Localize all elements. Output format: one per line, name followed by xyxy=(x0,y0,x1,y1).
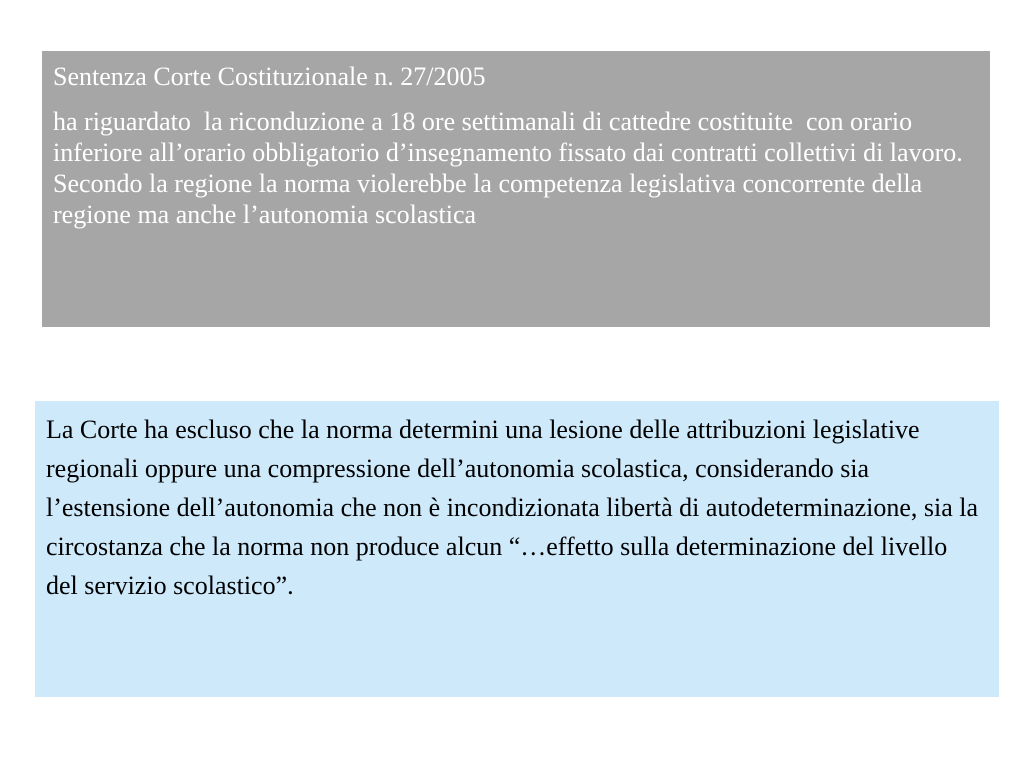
sentenza-title: Sentenza Corte Costituzionale n. 27/2005 xyxy=(53,62,486,91)
corte-decision-text: La Corte ha escluso che la norma determini una lesione delle attribuzioni legislative regionali oppure una compressione dell’autonomia scolastica, considerando sia l’estensione dell’autonomia che non è incondizionata libertà di autodeterminazione, sia la circostanza che la norma non produce alcun “…effetto sulla determinazione del livello del servizio scolastico”. xyxy=(46,415,979,600)
sentenza-description: ha riguardato la riconduzione a 18 ore settimanali di cattedre costituite con orario inferiore all’orario obbligatorio d’insegnamento fissato dai contratti collettivi di lavoro. Secondo la regione la norma violerebbe la competenza legislativa concorrente della regione ma anche l’autonomia scolastica xyxy=(53,107,970,229)
sentenza-summary-box xyxy=(42,51,990,327)
corte-decision-box xyxy=(35,401,999,697)
